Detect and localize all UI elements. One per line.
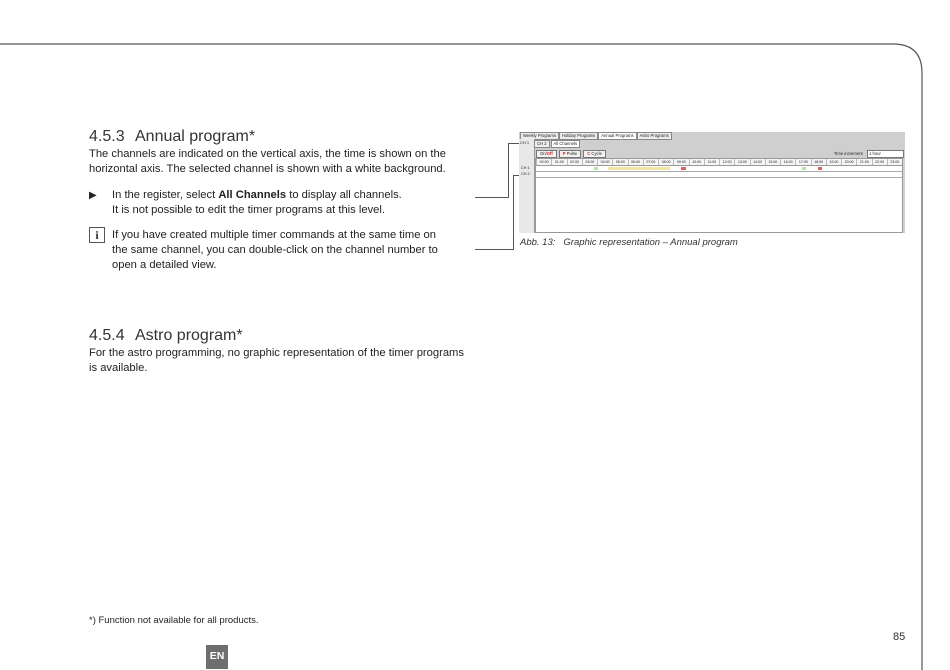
program-mark-red[interactable] bbox=[818, 167, 822, 170]
bullet-line-2: It is not possible to edit the timer programs at this level. bbox=[112, 204, 385, 216]
hour-label: 10:00 bbox=[689, 159, 704, 165]
hour-label: 15:00 bbox=[765, 159, 780, 165]
pulse-button[interactable]: P Pulse bbox=[559, 150, 581, 158]
heading-number: 4.5.3 bbox=[89, 128, 125, 145]
hour-label: 20:00 bbox=[841, 159, 856, 165]
heading-astro-program bbox=[89, 327, 243, 345]
tab-holiday-programs[interactable]: Holiday Programs bbox=[559, 132, 598, 140]
connector-line bbox=[475, 249, 514, 250]
subtab-all-channels[interactable]: All Channels bbox=[551, 140, 581, 148]
heading-title: Astro program* bbox=[135, 327, 243, 344]
time-increment-select[interactable]: 1 hour bbox=[867, 150, 904, 158]
hour-label: 03:00 bbox=[582, 159, 597, 165]
bullet-arrow-icon: ▶ bbox=[89, 190, 97, 201]
subtab-ch2[interactable]: CH 2 bbox=[534, 140, 550, 148]
heading-number: 4.5.4 bbox=[89, 327, 125, 344]
bullet-line-1: In the register, select All Channels to display all channels. bbox=[112, 189, 402, 201]
language-badge: EN bbox=[206, 645, 228, 669]
channel-sidebar bbox=[519, 139, 535, 233]
figure-caption bbox=[520, 237, 746, 248]
connector-line bbox=[475, 197, 509, 198]
program-mark-green[interactable] bbox=[802, 167, 806, 170]
hour-label: 19:00 bbox=[826, 159, 841, 165]
page-number: 85 bbox=[893, 631, 906, 643]
hour-label: 17:00 bbox=[795, 159, 810, 165]
tab-annual-programs[interactable]: Annual Programs bbox=[598, 132, 636, 140]
caption-text: Graphic representation – Annual program bbox=[563, 237, 738, 248]
hour-label: 05:00 bbox=[612, 159, 627, 165]
tab-astro-programs[interactable]: Astro Programs bbox=[637, 132, 672, 140]
annual-program-screenshot bbox=[519, 132, 905, 233]
hour-label: 12:00 bbox=[719, 159, 734, 165]
program-mark-red[interactable] bbox=[681, 167, 686, 170]
hour-label: 13:00 bbox=[734, 159, 749, 165]
cycle-button[interactable]: C Cycle bbox=[583, 150, 606, 158]
bullet-item bbox=[89, 188, 449, 220]
sidebar-item-ch1[interactable]: CH 1 bbox=[520, 140, 530, 145]
hour-label: 08:00 bbox=[658, 159, 673, 165]
annual-program-description: The channels are indicated on the vertical axis, the time is shown on the horizontal axis. The selected channel is shown with a white background. bbox=[89, 148, 446, 175]
connector-line bbox=[513, 175, 514, 250]
hour-label: 14:00 bbox=[750, 159, 765, 165]
connector-line bbox=[508, 143, 509, 198]
program-grid bbox=[521, 158, 903, 233]
hour-label: 07:00 bbox=[643, 159, 658, 165]
connector-line bbox=[508, 143, 519, 144]
hour-label: 09:00 bbox=[673, 159, 688, 165]
time-increment-label: Time increment bbox=[834, 151, 863, 156]
program-mark-green[interactable] bbox=[594, 167, 598, 170]
on-off-button[interactable]: On/Off bbox=[536, 150, 557, 158]
astro-program-description: For the astro programming, no graphic representation of the timer programs is available. bbox=[89, 347, 464, 374]
hour-label: 23:00 bbox=[887, 159, 902, 165]
hour-label: 00:00 bbox=[536, 159, 551, 165]
hour-label: 06:00 bbox=[628, 159, 643, 165]
tab-weekly-programs[interactable]: Weekly Programs bbox=[520, 132, 559, 140]
hour-label: 21:00 bbox=[856, 159, 871, 165]
heading-title: Annual program* bbox=[135, 128, 256, 145]
grid-row-ch2[interactable] bbox=[521, 172, 902, 178]
row-label[interactable]: CH 2 bbox=[521, 172, 530, 176]
channel-subtabs bbox=[534, 140, 581, 148]
footnote: *) Function not available for all products. bbox=[89, 615, 259, 626]
row-label[interactable]: CH 1 bbox=[521, 166, 530, 170]
hour-label: 18:00 bbox=[811, 159, 826, 165]
program-tabs bbox=[520, 132, 672, 139]
heading-annual-program bbox=[89, 128, 255, 146]
all-channels-term: All Channels bbox=[218, 189, 287, 201]
caption-number: Abb. 13: bbox=[520, 237, 556, 248]
hour-label: 01:00 bbox=[551, 159, 566, 165]
hour-label: 22:00 bbox=[872, 159, 887, 165]
hour-label: 02:00 bbox=[567, 159, 582, 165]
mode-buttons bbox=[536, 150, 608, 158]
info-icon: i bbox=[89, 227, 105, 243]
hour-label: 16:00 bbox=[780, 159, 795, 165]
hour-label: 11:00 bbox=[704, 159, 719, 165]
hour-label: 04:00 bbox=[597, 159, 612, 165]
hour-header bbox=[536, 159, 902, 166]
program-mark-yellow[interactable] bbox=[608, 167, 670, 170]
info-note: If you have created multiple timer commands at the same time on the same channel, you can double-click on the channel number to open a detailed view. bbox=[112, 229, 438, 271]
